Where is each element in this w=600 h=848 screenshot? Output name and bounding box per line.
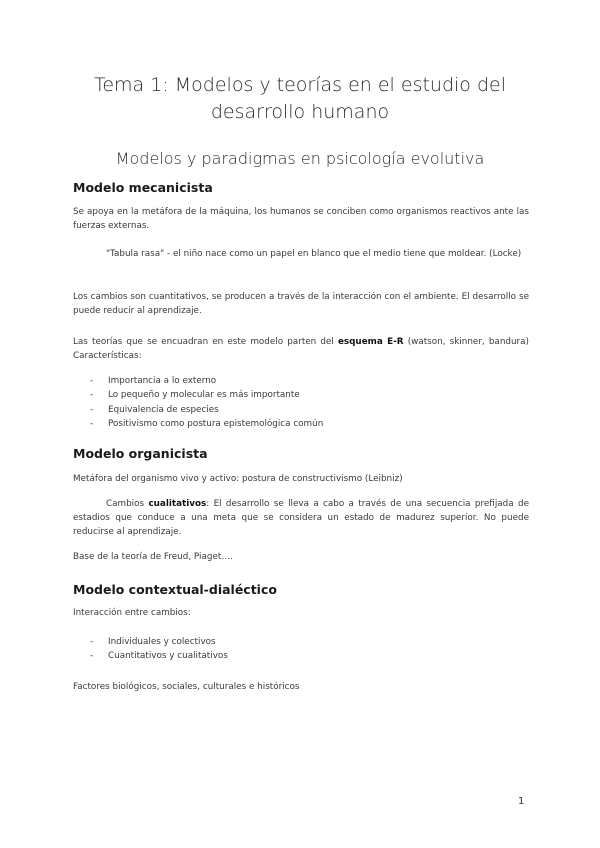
paragraph-organicista-3: Base de la teoría de Freud, Piaget…. (73, 552, 233, 562)
document-subtitle: Modelos y paradigmas en psicología evolutiva (115, 149, 485, 168)
list-item: - Individuales y colectivos (73, 635, 513, 649)
paragraph-contextual-2: Factores biológicos, sociales, culturales e históricos (73, 682, 300, 692)
paragraph-organicista-2 (73, 497, 529, 539)
document-title: Tema 1: Modelos y teorías en el estudio del desarrollo humano (93, 74, 506, 123)
paragraph-mecanicista-2: "Tabula rasa" - el niño nace como un papel en blanco que el medio tiene que moldear. (Locke) (106, 249, 522, 259)
list-item: - Cuantitativos y cualitativos (73, 649, 513, 663)
page-number: 1 (518, 796, 525, 807)
esquema-er-bold: esquema E-R (337, 337, 404, 347)
p4-text-before: Las teorías que se encuadran en este modelo parten del (73, 337, 338, 347)
paragraph-mecanicista-4 (73, 335, 529, 363)
paragraph-organicista-1: Metáfora del organismo vivo y activo: postura de constructivismo (Leibniz) (73, 474, 403, 484)
cualitativos-bold: cualitativos (148, 499, 207, 509)
heading-contextual: Modelo contextual-dialéctico (73, 582, 277, 597)
list-item: - Positivismo como postura epistemológica común (73, 417, 513, 431)
heading-mecanicista: Modelo mecanicista (73, 180, 213, 195)
p2-text-after: : El desarrollo se lleva a cabo a través de una secuencia prefijada de estadios que conduce a una meta que se considera un estado de madurez superior. No puede reducirse al aprendizaje. (73, 499, 529, 537)
heading-organicista: Modelo organicista (73, 446, 208, 461)
list-mecanicista (73, 374, 513, 431)
list-item: - Equivalencia de especies (73, 403, 513, 417)
paragraph-mecanicista-1: Se apoya en la metáfora de la máquina, los humanos se conciben como organismos reactivos ante las fuerzas externas. (73, 207, 529, 231)
p4-text-after: (watson, skinner, bandura) Características: (73, 337, 529, 361)
list-item: - Lo pequeño y molecular es más importante (73, 388, 513, 402)
paragraph-contextual-1: Interacción entre cambios: (73, 608, 191, 618)
paragraph-mecanicista-3: Los cambios son cuantitativos, se producen a través de la interacción con el ambiente. El desarrollo se puede reducir al aprendizaje. (73, 292, 529, 316)
p2-text-before: Cambios (106, 499, 149, 509)
list-item: - Importancia a lo externo (73, 374, 513, 388)
list-contextual (73, 635, 513, 664)
